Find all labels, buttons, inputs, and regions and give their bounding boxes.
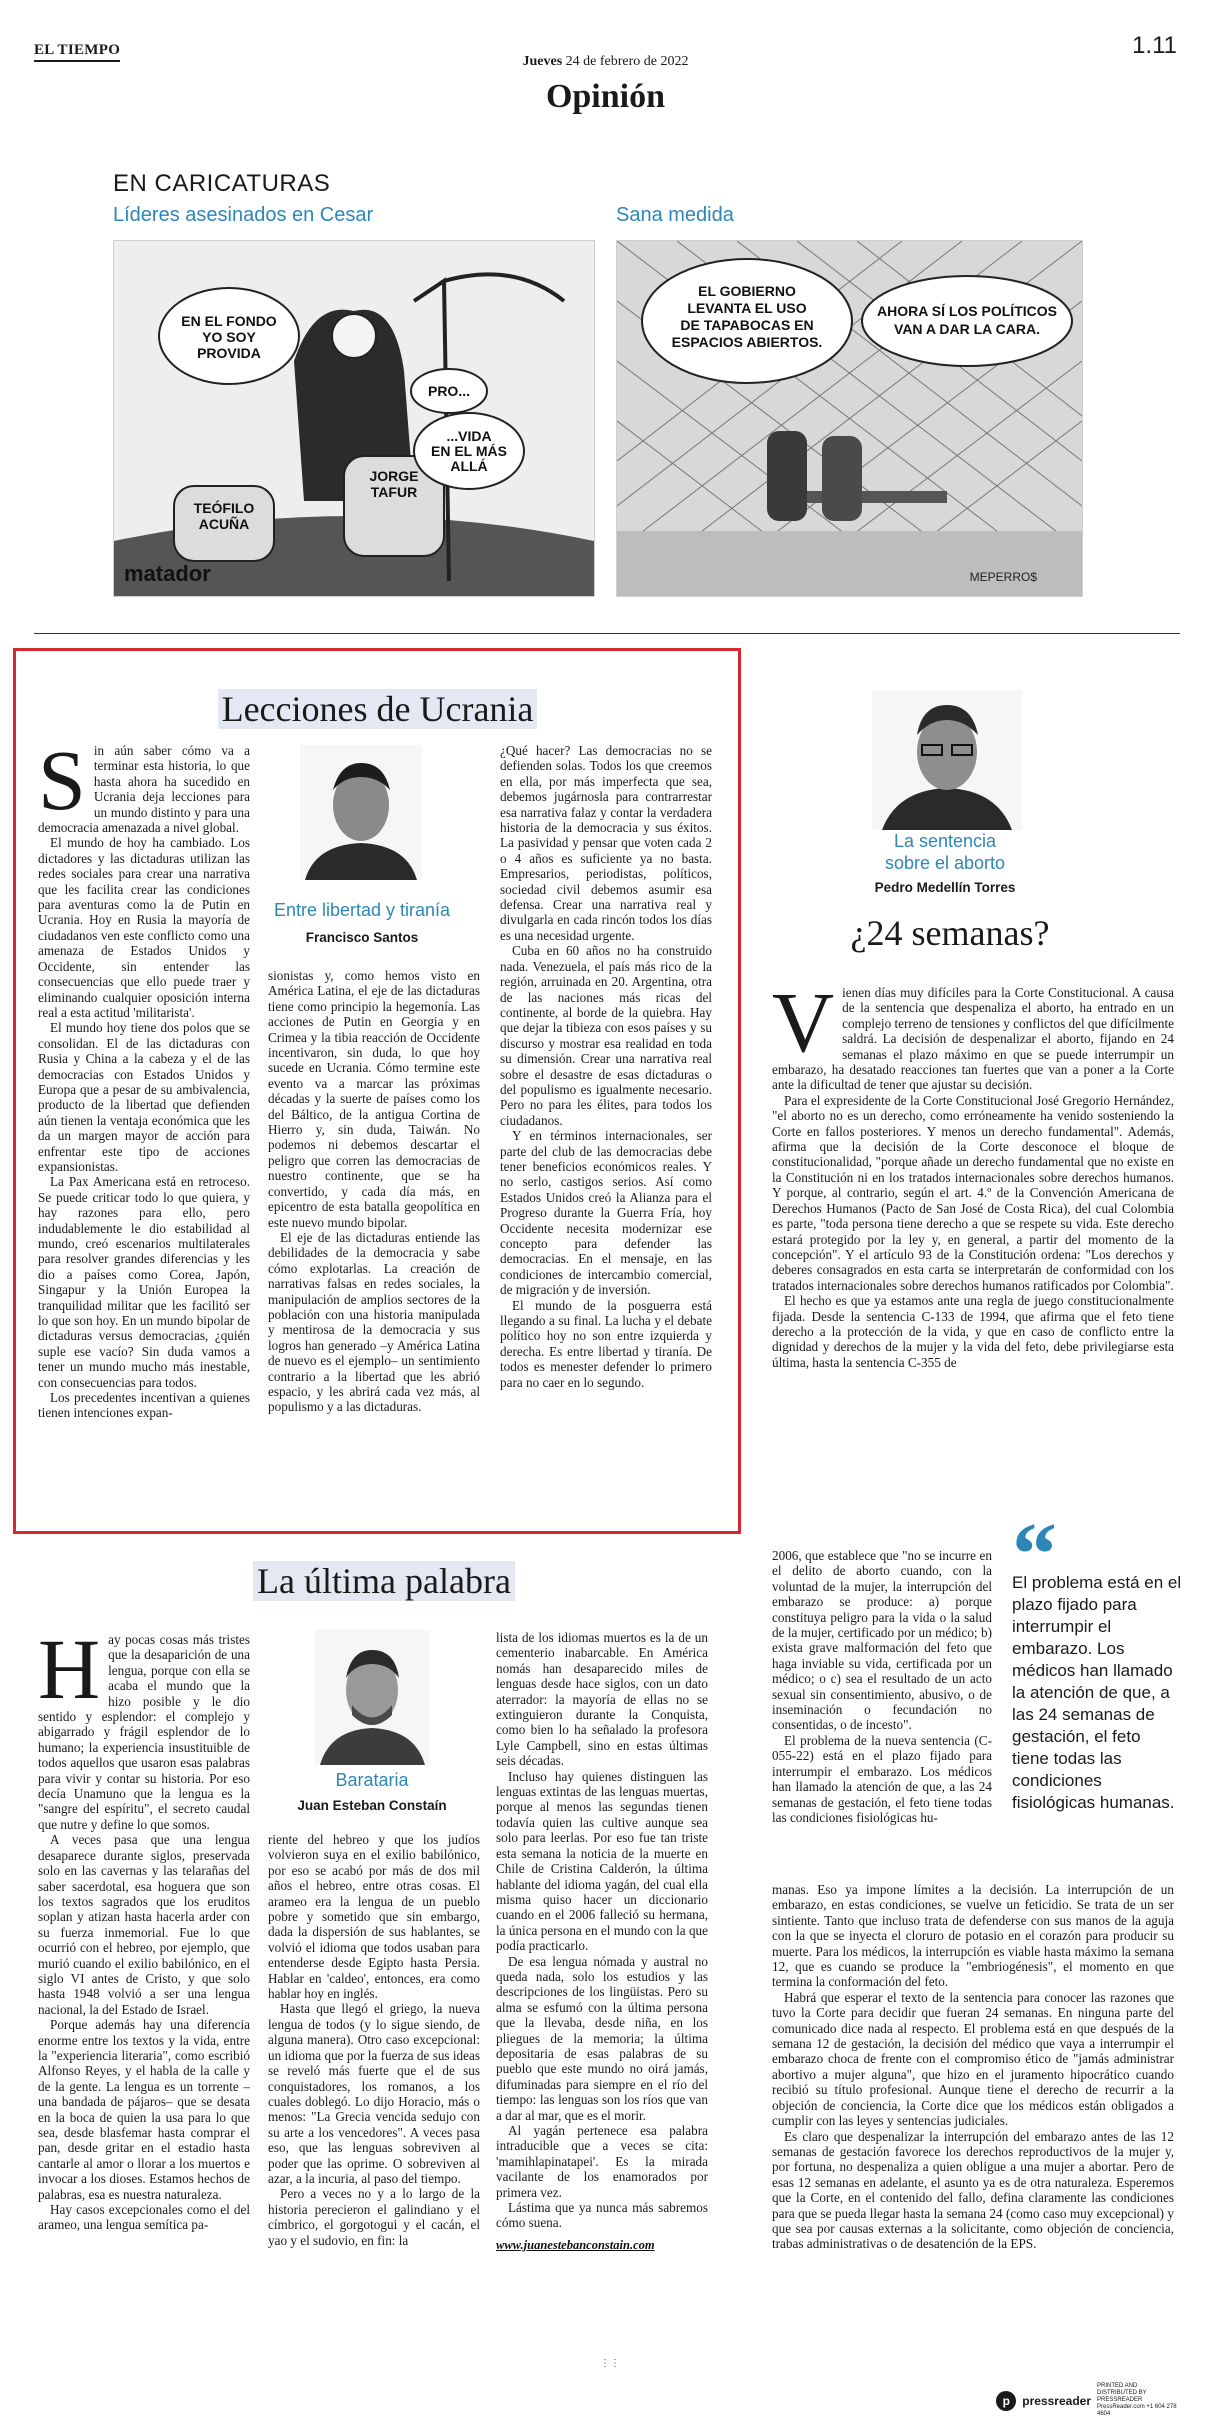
pressreader-badge: [996, 2383, 1177, 2418]
cartoon-left-bubble1-line3: PROVIDA: [197, 345, 261, 361]
article2-col2-p3: Pero a veces no y a lo largo de la historia perecieron el galindiano y el címbrico, el gorgotogui y el cacán, el yao y el sudovio, en fin: la: [268, 2186, 480, 2248]
article2-col3-p5: Lástima que ya nunca más sabremos cómo suena.: [496, 2200, 708, 2231]
quote-icon: “: [1012, 1505, 1057, 1604]
article3-p5: El problema de la nueva sentencia (C-055-22) está en el plazo fijado para interrumpir el embarazo. Los médicos han llamado la atención de que, a las 24 semanas de gestación, el feto tiene todas las condiciones fisiológicas hu-: [772, 1732, 992, 1825]
article2-col3-p2: Incluso hay quienes distinguen las lenguas extintas de las lenguas muertas, porque al menos las segundas tienen todavía quien las cultive aunque sea solo para leerlas. Por eso fue tan triste esta semana la noticia de la muerte en Chile de Cristina Calderón, la última hablante del idioma yagán, del cual ella misma quiso hacer un diccionario cuando en el 2006 falleció su hermana, la única persona en el mundo con la que podía practicarlo.: [496, 1768, 708, 1954]
author-website-link[interactable]: www.juanestebanconstain.com: [496, 2237, 655, 2252]
article3-paragraph: [772, 974, 1174, 1093]
masthead-day: Jueves: [522, 54, 563, 69]
article2-col1-p2: A veces pasa que una lengua desaparece durante siglos, preservada solo en las cavernas y las telarañas del saber sacerdotal, esa hoguera que son los textos sagrados que los eruditos soplan y atizan hasta hacerla arder con su fuerza inmemorial. Fue lo que ocurrió con el hebreo, por ejemplo, que murió cuando el exilio babilónico, en el siglo VI antes de Cristo, y que solo hasta 1948 volvió a ser una lengua nacional, la del Estado de Israel.: [38, 1832, 250, 2017]
pullquote: El problema está en el plazo fijado para interrumpir el embarazo. Los médicos han llamado la atención de que, a las 24 semanas de gestación, el feto tiene todas las condiciones fisiológicas humanas.: [1012, 1573, 1182, 1812]
cartoon-right-bubble2-line2: VAN A DAR LA CARA.: [894, 321, 1040, 337]
article2-dropcap: H: [38, 1621, 101, 1717]
caricatures-header: EN CARICATURAS: [113, 170, 331, 197]
article1-col3-p3: Y en términos internacionales, ser parte del club de las democracias debe tener beneficios económicos reales. Y no serlo, castigos serios. Así como Estados Unidos creó la Alianza para el Progreso durante la Guerra Fría, hoy Occidente necesita modernizar ese concepto para defender las democracias. En el mensaje, en las condiciones de intercambio comercial, de migración y de inversión.: [500, 1128, 712, 1298]
article2-column3: [496, 1630, 708, 2253]
article3-body-narrow: [772, 1548, 992, 1825]
author-photo-santos: [300, 745, 422, 880]
cartoon-right-bubble2-line1: AHORA SÍ LOS POLÍTICOS: [877, 303, 1057, 319]
cartoon-right-bubble1-line4: ESPACIOS ABIERTOS.: [671, 334, 823, 350]
article2-col1-p1: ay pocas cosas más tristes que la desaparición de una lengua, porque con ella se acaba el mundo que la hizo posible y le dio sentido y esplendor: el complejo y abigarrado y frágil esplendor de lo humano; la experiencia insustituible de todos aquellos que usaron esas palabras para vivir y contar su historia. Por eso decía Unamuno que la lengua es la "sangre del espíritu", el secreto caudal que nutre y define lo que somos.: [38, 1632, 250, 1832]
caricature-left-drawing: [114, 241, 594, 596]
cartoon-left-bubble3-line1: ...VIDA: [446, 428, 492, 444]
article1-col1-p4: La Pax Americana está en retroceso. Se puede criticar todo lo que quiera, y hay razones para ello, pero indudablemente le dio estabilidad al mundo, creó escenarios multilaterales para resolver grandes diferencias y les dio a países como Corea, Japón, Singapur y la Unión Europea la tranquilidad militar que les facilitó ser lo que son hoy. En un mundo bipolar de dictaduras versus democracias, ¿quién suple ese vacío? Sin duda vamos a tener un mundo mucho más inestable, con consecuencias para todos.: [38, 1174, 250, 1390]
cartoon-left-tomb1-line1: TEÓFILO: [193, 500, 255, 516]
pressreader-label: pressreader: [1022, 2393, 1091, 2408]
article3-p3: El hecho es que ya estamos ante una regla de juego constitucionalmente fijada. Desde la sentencia C-133 de 1994, que afirma que el feto tiene derecho a la protección de la vida, y que en caso de conflicto entre la dignidad y derechos de la mujer y la vida del feto, debe privilegiarse esta última, hasta la sentencia C-355 de: [772, 1293, 1174, 1370]
article3-column-name: [845, 830, 1045, 874]
article1-col3-p1: ¿Qué hacer? Las democracias no se defienden solas. Todos los que creemos en ella, por más imperfecta que sea, debemos jugárnosla para contrarrestar esa narrativa falaz y contar la verdadera historia de la democracia y sus éxitos. La pasividad y pensar que voten cada 2 o 4 años es suficiente ya no basta. Empresarios, periodistas, políticos, sociedad civil debemos asumir esa defensa. Crear una narrativa real y divulgarla en cada rincón todos los días es una necesidad urgente.: [500, 743, 712, 943]
article1-column1: [38, 732, 250, 1421]
pressreader-fine-print: PRINTED AND DISTRIBUTED BY PRESSREADER PressReader.com +1 604 278 4604: [1097, 2383, 1177, 2417]
caricature-left-caption: Líderes asesinados en Cesar: [113, 204, 374, 226]
article2-col3-p4: Al yagán pertenece esa palabra intraducible que a veces se cita: 'mamihlapinatapei'. Es la mirada vacilante de los enamorados por primera vez.: [496, 2123, 708, 2200]
article3-p6: manas. Eso ya impone límites a la decisión. La interrupción de un embarazo, en estas condiciones, se vuelve un feticidio. Se trata de un ser sintiente. Tanto que incluso trata de defenderse con sus manos de la aguja con la que se inyecta el cloruro de potasio en el corazón para producir su muerte. Para los médicos, la interrupción es viable hasta máximo la semana 12, que es cuando se produce la "embriogénesis", el momento en que termina la conformación del feto.: [772, 1882, 1174, 1990]
article1-col1-p5: Los precedentes incentivan a quienes tienen intenciones expan-: [38, 1390, 250, 1421]
caricature-right-image: [616, 240, 1083, 597]
article3-author: Pedro Medellín Torres: [874, 880, 1016, 895]
article2-title: [34, 1560, 734, 1602]
article3-p2: Para el expresidente de la Corte Constitucional José Gregorio Hernández, "el aborto no es un derecho, como erróneamente ha venido sosteniendo la Corte en fallos posteriores. Y menos un derecho fundamental". Además, afirma que la decisión de la Corte desconoce el bloque de constitucionalidad, "porque añade un derecho fundamental que no existe en la Constitución ni en los tratados internacionales sobre derechos humanos. Y porque, al contrario, según el art. 4.º de la Convención Americana de Derechos Humanos (Pacto de San José de Costa Rica), del cual Colombia es parte, "toda persona tiene derecho a que se respete su vida. Este derecho estará protegido por la ley y, en general, a partir del momento de la concepción". Y el artículo 93 de la Constitución ordena: "Los derechos y deberes consagrados en esta carta se interpretarán de conformidad con los tratados internacionales sobre derechos humanos ratificados por Colombia".: [772, 1092, 1174, 1293]
masthead-date-text: 24 de febrero de 2022: [565, 54, 689, 69]
article1-paragraph: [38, 732, 250, 836]
article1-column-name: Entre libertad y tiranía: [273, 900, 451, 920]
cartoon-left-bubble1-line2: YO SOY: [202, 329, 256, 345]
cartoon-right-bubble1-line1: EL GOBIERNO: [698, 283, 796, 299]
cartoon-left-tomb2-line2: TAFUR: [370, 484, 418, 500]
article2-author: Juan Esteban Constaín: [297, 1798, 447, 1813]
cartoon-left-bubble3-line3: ALLÁ: [450, 458, 488, 474]
article1-title: [20, 688, 735, 730]
article2-column-name: Barataria: [335, 1770, 409, 1790]
article1-title-text: Lecciones de Ucrania: [218, 689, 538, 729]
author-photo-medellin: [872, 690, 1022, 830]
article3-p1: ienen días muy difíciles para la Corte Constitucional. A causa de la sentencia que despenaliza el aborto, ha entrado en un complejo terreno de tensiones y conflictos del que difícilmente saldrá. La decisión de despenalizar el aborto, fijando en 24 semanas el plazo máximo en que se puede interrumpir un embarazo, ha desatado reacciones tan fuertes que van a poner a la Corte ante la dificultad de tener que ajustar su decisión.: [772, 985, 1174, 1093]
article1-author: Francisco Santos: [305, 930, 419, 945]
portrait-constain: [315, 1630, 430, 1765]
article1-column2: [268, 968, 480, 1415]
caricature-right-drawing: [617, 241, 1082, 596]
portrait-santos: [300, 745, 422, 880]
cartoon-left-bubble2: PRO...: [427, 383, 471, 399]
article3-body-top: [772, 974, 1174, 1370]
cartoon-left-tomb2-line1: JORGE: [369, 468, 419, 484]
article3-p7: Habrá que esperar el texto de la sentencia para conocer las razones que tuvo la Corte para decidir que fueran 24 semanas. En ninguna parte del comunicado dice nada al respecto. El problema está en que después de la semana 12 de gestación, la decisión del médico que vaya a interrumpir el embarazo choca de frente con el compromiso ético de "jamás administrar abortivo a mujer alguna", que hizo en el juramento hipocrático cuando recibió su título profesional. Aunque tiene el derecho de recurrir a la objeción de conciencia, la Corte dice que los médicos están obligados a cumplir con las leyes y sentencias judiciales.: [772, 1989, 1174, 2129]
article3-dropcap: V: [772, 974, 835, 1070]
pressreader-logo-icon: p: [996, 2391, 1016, 2411]
article2-col3-p3: De esa lengua nómada y austral no queda nada, solo los estudios y las descripciones de los lingüistas. Pero su alma se esfumó con la última persona que la llevaba, desde niña, en los pliegues de la memoria; la última depositaria de esas palabras de su pueblo que este mundo no oirá jamás, difuminadas para siempre en el río del tiempo: las lenguas son los ríos que van a dar al mar, que es el morir.: [496, 1953, 708, 2123]
article1-col3-p2: Cuba en 60 años no ha construido nada. Venezuela, el país más rico de la región, arruinada en 20. Argentina, otra de las naciones más ricas del continente, al borde de la quiebra. Hay que dejar la tibieza con esos países y su discurso y mostrar esa realidad en toda su dimensión. Crear una narrativa real sobre el desastre de esas dictaduras o del populismo es igualmente necesario. Pero no para les élites, para todos los ciudadanos.: [500, 943, 712, 1128]
cartoon-right-bubble1-line3: DE TAPABOCAS EN: [680, 317, 814, 333]
article1-column3: [500, 743, 712, 1390]
cartoon-left-bubble3-line2: EN EL MÁS: [431, 443, 507, 459]
portrait-medellin: [872, 690, 1022, 830]
article1-col3-p4: El mundo de la posguerra está llegando a su final. La lucha y el debate político hoy no son entre izquierda y derecha. Es entre libertad y tiranía. De todos es menester defender lo primero para no caer en lo segundo.: [500, 1297, 712, 1390]
section-divider: [34, 633, 1180, 634]
article3-column-name-line1: La sentencia: [893, 831, 997, 851]
article2-column2: [268, 1832, 480, 2248]
caricature-right-caption: Sana medida: [616, 204, 734, 226]
article3-column-name-line2: sobre el aborto: [884, 853, 1006, 873]
article1-col2-p2: El eje de las dictaduras entiende las debilidades de la democracia y sabe cómo explotarlas. La creación de narrativas falsas en redes sociales, la manipulación de amplios sectores de la población con una historia manipulada y mentirosa de la democracia y sus logros han generado –y América Latina de nuevo es el ejemplo– un sentimiento contrario a la libertad que les abrió espacio, y les abrirá cada vez más, al populismo y a las dictaduras.: [268, 1229, 480, 1415]
article1-dropcap: S: [38, 732, 86, 828]
cartoon-right-signature: MEPERRO$: [969, 570, 1037, 584]
cartoon-left-tomb1-line2: ACUÑA: [198, 516, 250, 532]
author-photo-constain: [315, 1630, 430, 1765]
article3-p8: Es claro que despenalizar la interrupción del embarazo antes de las 12 semanas de gestación favorece los derechos reproductivos de la mujer y, por fortuna, no despenaliza a quien obligue a una mujer a abortar. Pero de esas 12 semanas en adelante, el asunto ya es de otra naturaleza. Esperemos que la Corte, en el contenido del fallo, defina claramente las condiciones para que se pueda llegar hasta la semana 24 (como caso muy excepcional) y que sea por causas externas a la solicitante, como objeción de conciencia, trabas administrativas o de desatención de la EPS.: [772, 2128, 1174, 2252]
cartoon-left-signature: matador: [124, 561, 211, 586]
article2-title-text: La última palabra: [253, 1561, 515, 1601]
article1-col1-p1: in aún saber cómo va a terminar esta historia, lo que hasta ahora ha sucedido en Ucrania deja lecciones para un mundo distinto y para una democracia amenazada a nivel global.: [38, 743, 250, 836]
article1-col1-p3: El mundo hoy tiene dos polos que se consolidan. El de las dictaduras con Rusia y China a la cabeza y el de las democracias con Estados Unidos y Europa que a pesar de su ambivalencia, producto de la libertad que defienden aún tienen la ventaja económica que les da un margen mayor de acción para enfrentar este tipo de acciones expansionistas.: [38, 1020, 250, 1174]
page-number: 1.11: [1132, 32, 1177, 59]
article2-col2-p2: Hasta que llegó el griego, la nueva lengua de todos (y lo sigue siendo, de alguna manera). Otro caso excepcional: un idioma que por la fuerza de sus ideas se reveló más fuerte que el de sus conquistadores, los romanos, a los cuales doblegó. Lo dijo Horacio, más o menos: "La Grecia vencida sedujo con su arte a los vencedores". A veces pasa eso, que las lenguas sobreviven al poder que las oprime. O sobreviven al azar, a la incuria, al paso del tiempo.: [268, 2001, 480, 2186]
article3-p4: 2006, que establece que "no se incurre en el delito de aborto cuando, con la voluntad de la mujer, la interrupción del embarazo se produce: a) porque constituya peligro para la vida o la salud de la mujer, certificado por un médico; b) exista grave malformación del feto que haga inviable su vida, certificada por un médico; o c) sea el resultado de un acto sexual sin consentimiento, abusivo, o de inseminación o fecundación no consentidas, o de incesto".: [772, 1548, 992, 1733]
masthead-brand: EL TIEMPO: [34, 42, 120, 62]
article2-column1: [38, 1621, 250, 2233]
article2-paragraph: [38, 1621, 250, 1832]
article2-col3-p1: lista de los idiomas muertos es la de un cementerio inabarcable. En América nomás han desaparecido miles de lenguas desde hace siglos, con un dato aterrador: la mayoría de ellas no se extinguieron durante la Conquista, como bien lo ha señalado la profesora Lyle Campbell, sino en estas últimas seis décadas.: [496, 1630, 708, 1769]
article1-col2-p1: sionistas y, como hemos visto en América Latina, el eje de las dictaduras tiene como principio la hegemonía. Las acciones de Putin en Georgia y en Crimea y la tibia reacción de Occidente incentivaron, sin duda, lo que hoy sucede en Ucrania. Cómo termine este evento va a marcar las próximas décadas y la suerte de países como los del Báltico, de la antigua Cortina de Hierro y, sin duda, Taiwán. No podemos ni debemos descartar el peligro que corren las democracias de nuestro continente, que se ha convertido, y cada día más, en epicentro de esta batalla geopolítica en este nuevo mundo bipolar.: [268, 968, 480, 1230]
masthead-date: [0, 54, 1211, 70]
article1-col1-p2: El mundo de hoy ha cambiado. Los dictadores y las dictaduras utilizan las redes sociales para crear una narrativa que les facilita crear las condiciones para aventuras como la de Putin en Ucrania. Hoy en Rusia la mayoría de ciudadanos ven este conflicto como una amenaza de Estados Unidos y Occidente, sin entender las consecuencias que ello puede traer y eliminando cualquier oposición interna real a esta actitud 'militarista'.: [38, 835, 250, 1020]
article2-col1-p4: Hay casos excepcionales como el del arameo, una lengua semítica pa-: [38, 2202, 250, 2233]
section-title: Opinión: [545, 78, 666, 115]
article2-col1-p3: Porque además hay una diferencia enorme entre los textos y la vida, entre la "experiencia literaria", como escribió Alfonso Reyes, y el habla de la calle y de la gente. La lengua es un torrente –una bandada de pájaros– que se desata en la boca de quien la usa para lo que sea, desde blasfemar hasta comprar el pan, desde gritar en el estadio hasta cantarle al amor o llorar a los muertos e invocar a los dioses. Estamos hechos de palabras, esa es nuestra naturaleza.: [38, 2017, 250, 2202]
article3-body-bottom: [772, 1882, 1174, 2252]
article2-col2-p1: riente del hebreo y que los judíos volvieron suya en el exilio babilónico, por eso se acabó por más de dos mil años el hebreo, entre otras cosas. El arameo era la lengua de un pueblo pobre y sometido que sin embargo, dada la dispersión de sus hablantes, se volvió el idioma que todos usaban para entenderse desde Egipto hasta Persia. Hablar en 'caldeo', entonces, era como hablar hoy en inglés.: [268, 1832, 480, 2002]
article3-title: ¿24 semanas?: [850, 913, 1050, 953]
footer-dots: ⋮⋮: [600, 2358, 620, 2369]
caricature-left-image: [113, 240, 595, 597]
cartoon-left-bubble1-line1: EN EL FONDO: [181, 313, 277, 329]
cartoon-right-bubble1-line2: LEVANTA EL USO: [687, 300, 807, 316]
